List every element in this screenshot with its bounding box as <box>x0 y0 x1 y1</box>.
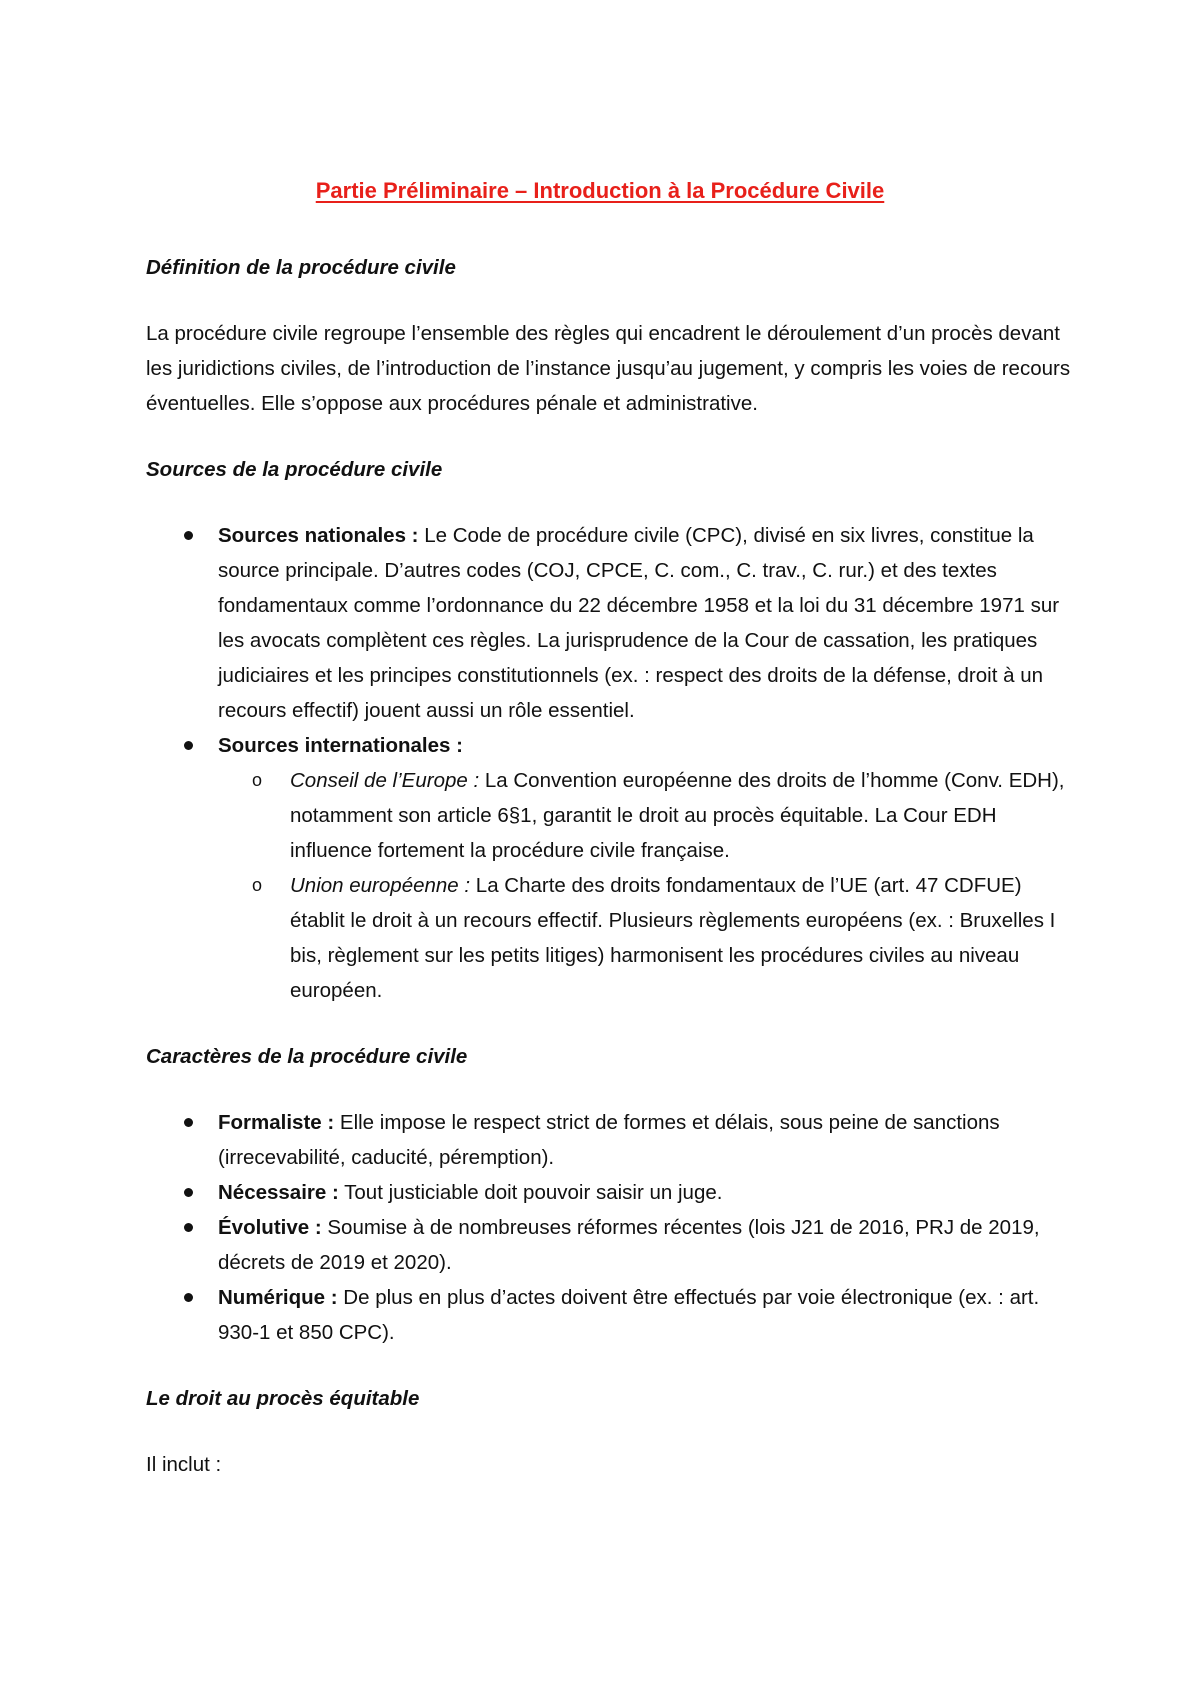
section-heading-proces-equitable: Le droit au procès équitable <box>146 1387 420 1410</box>
document-body <box>146 250 1076 1482</box>
item-text: Soumise à de nombreuses réformes récentes (lois J21 de 2016, PRJ de 2019, décrets de 2019 et 2020). <box>218 1216 1040 1274</box>
caracteres-list <box>146 1105 1076 1350</box>
bullet-icon <box>184 1118 193 1127</box>
item-label: Nécessaire : <box>218 1181 339 1204</box>
list-item <box>218 1210 1076 1280</box>
list-item <box>218 1280 1076 1350</box>
sources-list <box>146 518 1076 1008</box>
circle-bullet-icon: o <box>252 875 263 895</box>
bullet-icon <box>184 531 193 540</box>
sub-list-item <box>252 868 1076 1008</box>
bullet-icon <box>184 1293 193 1302</box>
item-label: Numérique : <box>218 1286 338 1309</box>
circle-bullet-icon: o <box>252 770 263 790</box>
bullet-icon <box>184 1223 193 1232</box>
item-text: De plus en plus d’actes doivent être effectués par voie électronique (ex. : art. 930-1 et 850 CPC). <box>218 1286 1040 1344</box>
bullet-icon <box>184 1188 193 1197</box>
section-heading-caracteres: Caractères de la procédure civile <box>146 1045 468 1068</box>
sub-item-label: Union européenne : <box>290 874 471 897</box>
item-text: Elle impose le respect strict de formes et délais, sous peine de sanctions (irrecevabilité, caducité, péremption). <box>218 1111 1000 1169</box>
list-item <box>218 1105 1076 1175</box>
definition-paragraph: La procédure civile regroupe l’ensemble des règles qui encadrent le déroulement d’un procès devant les juridictions civiles, de l’introduction de l’instance jusqu’au jugement, y compris les voies de recours éventuelles. Elle s’oppose aux procédures pénale et administrative. <box>146 322 1071 415</box>
item-label: Formaliste : <box>218 1111 335 1134</box>
bullet-icon <box>184 741 193 750</box>
sub-list <box>218 763 1076 1008</box>
sub-item-label: Conseil de l’Europe : <box>290 769 480 792</box>
item-label: Sources internationales : <box>218 734 463 757</box>
item-text: Le Code de procédure civile (CPC), divisé en six livres, constitue la source principale. D’autres codes (COJ, CPCE, C. com., C. trav., C. rur.) et des textes fondamentaux comme l’ordonnance du 22 décembre 1958 et la loi du 31 décembre 1971 sur les avocats complètent ces règles. La jurisprudence de la Cour de cassation, les pratiques judiciaires et les principes constitutionnels (ex. : respect des droits de la défense, droit à un recours effectif) jouent aussi un rôle essentiel. <box>218 524 1060 722</box>
sub-list-item <box>252 763 1076 868</box>
item-label: Évolutive : <box>218 1216 322 1239</box>
sub-item-text: La Charte des droits fondamentaux de l’UE (art. 47 CDFUE) établit le droit à un recours effectif. Plusieurs règlements européens (ex. : Bruxelles I bis, règlement sur les petits litiges) harmonisent les procédures civiles au niveau européen. <box>290 874 1056 1002</box>
page-title: Partie Préliminaire – Introduction à la Procédure Civile <box>315 178 885 203</box>
sub-item-text: La Convention européenne des droits de l’homme (Conv. EDH), notamment son article 6§1, garantit le droit au procès équitable. La Cour EDH influence fortement la procédure civile française. <box>290 769 1065 862</box>
list-item <box>218 518 1076 728</box>
proces-intro-text: Il inclut : <box>146 1453 222 1476</box>
section-heading-definition: Définition de la procédure civile <box>146 256 456 279</box>
list-item <box>218 728 1076 1008</box>
list-item <box>218 1175 1076 1210</box>
item-text: Tout justiciable doit pouvoir saisir un juge. <box>338 1181 723 1204</box>
section-heading-sources: Sources de la procédure civile <box>146 458 443 481</box>
item-label: Sources nationales : <box>218 524 419 547</box>
